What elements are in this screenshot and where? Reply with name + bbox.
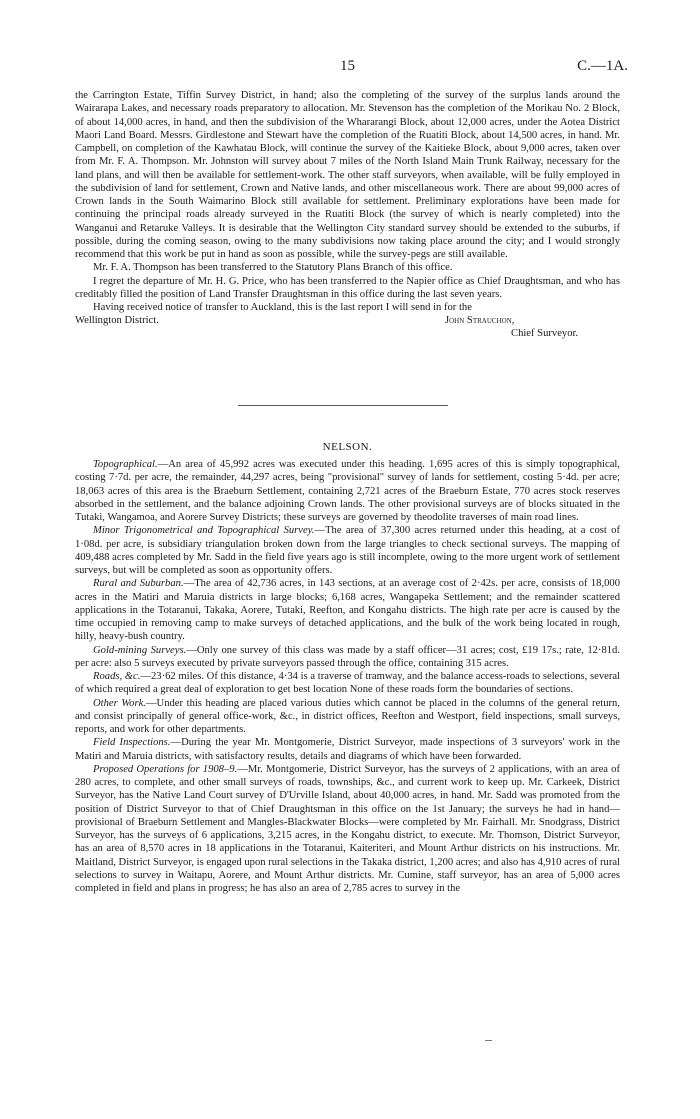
paragraph-title: Other Work. [93, 697, 146, 709]
paragraph [75, 577, 620, 643]
paragraph: Mr. F. A. Thompson has been transferred to the Statutory Plans Branch of this office. [93, 262, 453, 274]
paragraph-text: —The area of 42,736 acres, in 143 sections, at an average cost of 2·42s. per acre, consists of 18,000 acres in the Matiri and Maruia districts in large blocks; 6,168 acres, Wangapeka Settlement; and the remainder scattered applications in the Totaranui, Takaka, Aorere, Tutaki, Reefton, and Kongahu districts. The high rate per acre is caused by the time occupied in removing camp to make surveys of detached applications, and the bulk of the work being located in rough, hilly, heavy-bush country. [75, 578, 620, 643]
paragraph [75, 524, 620, 577]
paragraph: the Carrington Estate, Tiffin Survey District, in hand; also the completing of the survey of the surplus lands around the Wairarapa Lakes, and necessary roads preparatory to allocation. Mr. Stevenson has the completion of the Morikau No. 2 Block, of about 14,000 acres, in hand, and then the subdivision of the Whararangi Block, about 12,000 acres, under the Aotea District Maori Land Board. Messrs. Girdlestone and Stewart have the completion of the Ruatiti Block, about 14,500 acres, in hand. Mr. Campbell, on completion of the Kawhatau Block, will continue the survey of the Kaitieke Block, about 9,000 acres, taken over from Mr. F. A. Thompson. Mr. Johnston will survey about 7 miles of the North Island Main Trunk Railway, necessary for the land plans, and will then be available for settlement-work. The other staff surveyors, when available, will be fully employed in the subdivision of land for settlement, Crown and Native lands, and other miscellaneous work. There are about 99,000 acres of Crown lands in the South Waimarino Block still available for settlement. Preliminary explorations have been made for continuing the principal roads already surveyed in the Ruatiti Block (the survey of which is nearly completed) into the Wanganui and Retaruke Valleys. It is desirable that the Wellington City standard survey should be extended to the suburbs, if possible, during the coming season, owing to the many subdivisions now taking place around the city; and I would strongly recommend that this work be put in hand as soon as possible, while the survey-pegs are still available. [75, 90, 620, 260]
paragraph-title: Topographical. [93, 459, 158, 470]
paragraph-text: —Only one survey of this class was made by a staff officer—31 acres; cost, £19 17s.; rate, 12·81d. per acre: also 5 surveys executed by private surveyors passed through the office, containing 315 acres. [75, 644, 620, 669]
paragraph-title: Proposed Operations for 1908–9. [93, 763, 238, 775]
signature-name-text: John Strauchon, [445, 315, 515, 327]
signature-name [445, 314, 514, 327]
paragraph-text: —Mr. Montgomerie, District Surveyor, has the surveys of 2 applications, with an area of 280 acres, to complete, and other small surveys of roads, townships, &c., and current work to keep up. Mr. Carkeek, District Surveyor, has the Native Land Court survey of D'Urville Island, about 40,000 acres, in hand. Mr. Sadd was promoted from the position of District Surveyor to that of Chief Draughtsman in this office on the 1st January; the surveys he had in hand—provisional of Braeburn Settlement and Mangles-Blackwater Blocks—were completed by Mr. Fairhall. Mr. Snodgrass, District Surveyor, has the surveys of 6 applications, 3,215 acres, in the Kongahu district, to execute. Mr. Thomson, District Surveyor, has an area of 8,570 acres in 18 applications in the Totaranui, Kaiteriteri, and Mount Arthur districts on his instructions. Mr. Maitland, District Surveyor, is engaged upon rural selections in the Takaka district, 1,200 acres; and also has 4,910 acres of rural selections to survey in Waitapu, Aorere, and Mount Arthur districts. Mr. Cumine, staff surveyor, has an area of 5,000 acres completed in field and plans in progress; he has also an area of 2,785 acres to survey in the [75, 763, 620, 894]
signature-block [75, 314, 620, 340]
paragraph-text: —An area of 45,992 acres was executed under this heading. 1,695 acres of this is simply topographical, costing 7·7d. per acre, the remainder, 44,297 acres, being "provisional" survey of lands for settlement, costing 5·4d. per acre; 18,063 acres of this area is the Braeburn Settlement, containing 2,721 acres of the Braeburn Estate, 770 acres stock reserves absorbed in the settlement, and the balance adjoining Crown lands. The other provisional surveys are of blocks situated in the Tutaki, Wangamoa, and Aorere Survey Districts; these surveys are governed by theodolite traverses of main road lines. [75, 459, 620, 523]
paragraph-text: —During the year Mr. Montgomerie, District Surveyor, made inspections of 3 surveyors' work in the Matiri and Maruia districts, with satisfactory results, details and diagrams of which have been forwarded. [75, 737, 620, 762]
page-continuation-mark [485, 1040, 492, 1041]
page-number: 15 [340, 58, 355, 74]
document-reference: C.—1A. [577, 58, 628, 74]
paragraph-text: —Under this heading are placed various duties which cannot be placed in the columns of the general return, and consist principally of general office-work, &c., in district offices, Reefton and Westport, field inspections, small surveys, reports, and work for other departments. [75, 697, 620, 735]
paragraph: I regret the departure of Mr. H. G. Price, who has been transferred to the Napier office as Chief Draughtsman, and who has creditably filled the position of Land Transfer Draughtsman in this office during the last seven years. [75, 275, 620, 300]
paragraph [75, 736, 620, 763]
paragraph [75, 458, 620, 524]
paragraph-text: —23·62 miles. Of this distance, 4·34 is a traverse of tramway, and the balance access-roads to selections, several of which required a great deal of exploration to get best location None of these roads form the boundaries of sections. [75, 671, 620, 696]
paragraph-title: Rural and Suburban. [93, 578, 184, 590]
page-header [75, 58, 628, 78]
paragraph [75, 644, 620, 671]
section-heading: NELSON. [322, 441, 373, 453]
wellington-report-continuation [75, 89, 620, 340]
paragraph: Having received notice of transfer to Auckland, this is the last report I will send in for the [93, 302, 472, 313]
nelson-report [75, 458, 620, 895]
paragraph-title: Gold-mining Surveys. [93, 644, 187, 656]
closing-district: Wellington District. [75, 315, 159, 327]
paragraph [75, 670, 620, 697]
paragraph-text: —The area of 37,300 acres returned under this heading, at a cost of 1·08d. per acre, is subsidiary triangulation broken down from the large triangles to check sectional surveys. The mapping of 409,488 acres completed by Mr. Sadd in the field five years ago is still incomplete, owing to the more urgent work of settlement surveys, but will be completed as soon as opportunity offers. [75, 525, 620, 576]
paragraph-title: Field Inspections. [93, 737, 171, 749]
section-divider [238, 405, 448, 406]
paragraph-title: Roads, &c. [93, 671, 141, 682]
paragraph [75, 697, 620, 737]
paragraph [75, 763, 620, 896]
signature-title: Chief Surveyor. [511, 328, 579, 340]
paragraph-title: Minor Trigonometrical and Topographical Survey. [93, 525, 315, 537]
